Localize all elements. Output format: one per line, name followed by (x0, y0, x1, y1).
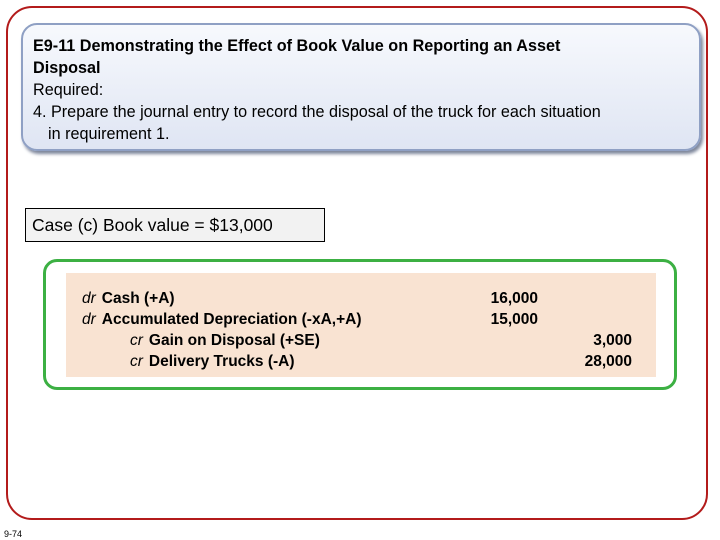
journal-line (130, 352, 295, 372)
exercise-title-line-2: Disposal (33, 59, 101, 77)
entry-prefix: dr (82, 311, 96, 328)
journal-entry-panel (66, 273, 656, 377)
entry-prefix: dr (82, 290, 96, 307)
debit-amount: 16,000 (490, 290, 538, 307)
account-name: Delivery Trucks (-A) (148, 353, 295, 370)
exercise-title-line-1: E9-11 Demonstrating the Effect of Book Value on Reporting an Asset (33, 37, 561, 55)
account-name: Accumulated Depreciation (-xA,+A) (101, 311, 362, 328)
debit-amount: 15,000 (490, 311, 538, 328)
entry-prefix: cr (130, 353, 143, 370)
page-number: 9-74 (4, 529, 23, 539)
journal-line (82, 310, 361, 330)
journal-entry-box (43, 259, 677, 390)
entry-prefix: cr (130, 332, 143, 349)
account-name: Cash (+A) (101, 290, 175, 307)
journal-line (82, 289, 175, 309)
requirement-text-line-2: in requirement 1. (48, 125, 170, 143)
credit-amount: 28,000 (584, 353, 632, 370)
requirement-text-line-1: 4. Prepare the journal entry to record the disposal of the truck for each situation (33, 103, 601, 121)
case-label: Case (c) Book value = $13,000 (25, 208, 325, 242)
account-name: Gain on Disposal (+SE) (148, 332, 320, 349)
exercise-header (21, 23, 701, 151)
credit-amount: 3,000 (593, 332, 632, 349)
journal-line (130, 331, 320, 351)
required-label: Required: (33, 81, 104, 99)
